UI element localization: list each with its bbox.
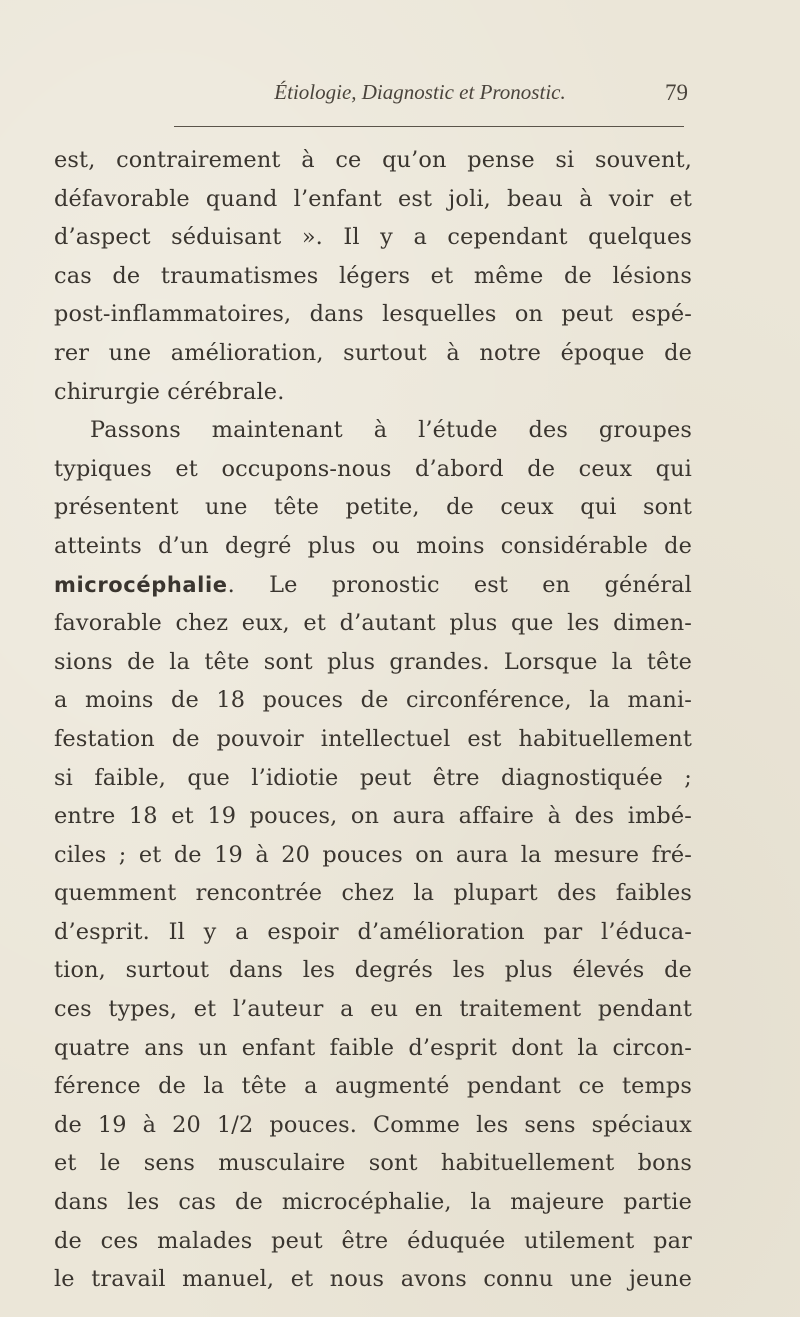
- text-line: quemment rencontrée chez la plupart des faibles: [54, 880, 692, 907]
- text-line: et le sens musculaire sont habituellement bons: [54, 1150, 692, 1177]
- page-number: 79: [665, 80, 688, 105]
- text-line: est, contrairement à ce qu’on pense si souvent,: [54, 147, 692, 173]
- text-line: post-inflammatoires, dans lesquelles on peut espé-: [54, 301, 692, 328]
- text-line: défavorable quand l’enfant est joli, beau à voir et: [54, 185, 692, 212]
- text-line: dans les cas de microcéphalie, la majeure partie: [54, 1189, 692, 1216]
- text-line: d’esprit. Il y a espoir d’amélioration par l’éduca-: [54, 918, 692, 945]
- paragraph-start-line: Passons maintenant à l’étude des groupes: [90, 417, 692, 444]
- text-line-with-emphasis: [54, 566, 692, 605]
- text-line: chirurgie cérébrale.: [54, 378, 285, 405]
- text-line: atteints d’un degré plus ou moins considérable de: [54, 532, 692, 559]
- text-line: présentent une tête petite, de ceux qui sont: [54, 494, 692, 521]
- header-rule: [174, 126, 684, 127]
- text-line: le travail manuel, et nous avons connu une jeune: [54, 1266, 692, 1293]
- body-text: [54, 141, 692, 1299]
- text-line: typiques et occupons-nous d’abord de ceux qui: [54, 455, 692, 482]
- emphasis-term: microcéphalie: [54, 572, 228, 597]
- text-line: ces types, et l’auteur a eu en traitement pendant: [54, 996, 692, 1023]
- text-line: si faible, que l’idiotie peut être diagnostiquée ;: [54, 764, 692, 791]
- text-line: sions de la tête sont plus grandes. Lorsque la tête: [54, 648, 692, 675]
- text-line: de 19 à 20 1/2 pouces. Comme les sens spéciaux: [54, 1111, 692, 1138]
- text-line: a moins de 18 pouces de circonférence, la mani-: [54, 687, 692, 714]
- text-line: festation de pouvoir intellectuel est habituellement: [54, 725, 692, 752]
- running-head: Étiologie, Diagnostic et Pronostic.: [274, 80, 566, 104]
- text-line: favorable chez eux, et d’autant plus que les dimen-: [54, 610, 692, 637]
- text-line: quatre ans un enfant faible d’esprit dont la circon-: [54, 1034, 692, 1061]
- text-line: d’aspect séduisant ». Il y a cependant quelques: [54, 224, 692, 251]
- text-line: ciles ; et de 19 à 20 pouces on aura la mesure fré-: [54, 841, 692, 868]
- text-line-rest: . Le pronostic est en général: [227, 571, 692, 598]
- text-line: rer une amélioration, surtout à notre époque de: [54, 339, 692, 366]
- text-line: férence de la tête a augmenté pendant ce temps: [54, 1073, 692, 1100]
- text-line: tion, surtout dans les degrés les plus élevés de: [54, 957, 692, 984]
- text-line: cas de traumatismes légers et même de lésions: [54, 262, 692, 289]
- text-line: de ces malades peut être éduquée utilement par: [54, 1227, 692, 1254]
- text-line: entre 18 et 19 pouces, on aura affaire à des imbé-: [54, 803, 692, 830]
